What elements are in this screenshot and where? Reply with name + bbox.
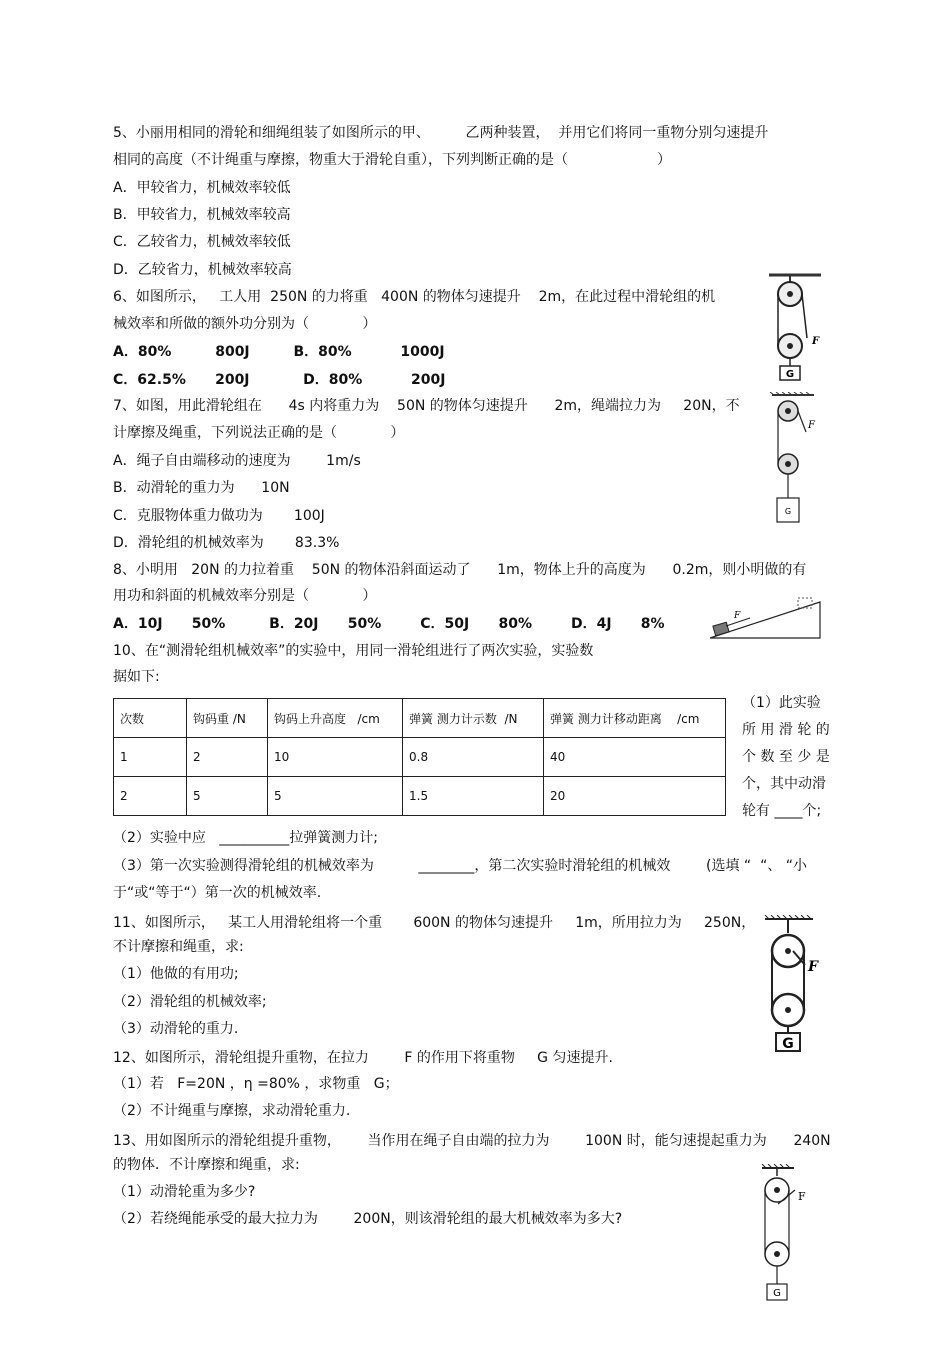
- table-cell: 0.8: [403, 738, 544, 777]
- q11-item1: （1）他做的有用功;: [113, 966, 239, 982]
- q10-part2: （2）实验中应 __________拉弹簧测力计;: [113, 830, 378, 846]
- q7-line1: 7、如图，用此滑轮组在 4s 内将重力为 50N 的物体匀速提升 2m，绳端拉力为 20N，不: [113, 398, 740, 414]
- q5-option-b: B．甲较省力，机械效率较高: [113, 207, 291, 223]
- q5-option-a: A．甲较省力，机械效率较低: [113, 180, 291, 196]
- q10-side-5: 轮有 ____个;: [742, 803, 822, 819]
- table-row: [114, 738, 726, 777]
- table-cell: 5: [187, 777, 268, 816]
- q10-side-2: 所 用 滑 轮 的: [742, 722, 830, 738]
- q12-item2: （2）不计绳重与摩擦，求动滑轮重力.: [113, 1103, 351, 1119]
- table-header: 弹簧 测力计示数 /N: [403, 699, 544, 738]
- q6-line2: 械效率和所做的额外功分别为（ ）: [113, 316, 377, 332]
- q10-part3: （3）第一次实验测得滑轮组的机械效率为 ________，第二次实验时滑轮组的机械效 (选填 “ “、 “小: [113, 858, 808, 874]
- q13-line2: 的物体．不计摩擦和绳重，求:: [113, 1157, 300, 1173]
- q5-line2: 相同的高度（不计绳重与摩擦，物重大于滑轮自重），下列判断正确的是（ ）: [113, 152, 672, 168]
- table-cell: 1: [114, 738, 187, 777]
- g-label: G: [782, 1036, 794, 1052]
- table-cell: 10: [268, 738, 403, 777]
- g-label: G: [773, 1288, 781, 1299]
- experiment-table: [113, 698, 726, 816]
- g-label: G: [784, 507, 792, 516]
- q8-incline-figure: [708, 594, 823, 640]
- q10-side-4: 个，其中动滑: [742, 776, 826, 792]
- table-row: [114, 777, 726, 816]
- table-header-row: [114, 699, 726, 738]
- q5-line1: 5、小丽用相同的滑轮和细绳组装了如图所示的甲、 乙两种装置， 并用它们将同一重物分别匀速提升: [113, 125, 769, 141]
- q11-pulley-figure: [763, 915, 823, 1055]
- q7-option-b: B．动滑轮的重力为 10N: [113, 480, 290, 496]
- q12-line1: 12、如图所示，滑轮组提升重物，在拉力 F 的作用下将重物 G 匀速提升.: [113, 1050, 613, 1066]
- q6-options-cd: C．62.5% 200J D．80% 200J: [113, 372, 446, 388]
- q7-option-d: D．滑轮组的机械效率为 83.3%: [113, 535, 340, 551]
- q7-option-c: C．克服物体重力做功为 100J: [113, 508, 325, 524]
- table-cell: 40: [544, 738, 726, 777]
- q5-option-c: C．乙较省力，机械效率较低: [113, 234, 291, 250]
- q10-part3b: 于“或“等于“）第一次的机械效率.: [113, 885, 322, 901]
- f-label: F: [808, 959, 818, 975]
- f-label: F: [812, 336, 820, 347]
- q10-line2: 据如下:: [113, 669, 160, 685]
- table-header: 次数: [114, 699, 187, 738]
- q7-option-a: A．绳子自由端移动的速度为 1m/s: [113, 453, 361, 469]
- q13-item1: （1）动滑轮重为多少?: [113, 1184, 256, 1200]
- f-label: F: [734, 611, 741, 621]
- q11-line2: 不计摩擦和绳重，求:: [113, 939, 244, 955]
- table-header: 钩码上升高度 /cm: [268, 699, 403, 738]
- q11-item2: （2）滑轮组的机械效率;: [113, 994, 267, 1010]
- q5-option-d: D．乙较省力，机械效率较高: [113, 262, 292, 278]
- q6-line1: 6、如图所示， 工人用 250N 的力将重 400N 的物体匀速提升 2m，在此过程中滑轮组的机: [113, 289, 716, 305]
- table-cell: 20: [544, 777, 726, 816]
- f-label: F: [808, 420, 815, 431]
- q10-side-3: 个 数 至 少 是: [742, 749, 830, 765]
- q7-line2: 计摩擦及绳重，下列说法正确的是（ ）: [113, 425, 405, 441]
- q8-line2: 用功和斜面的机械效率分别是（ ）: [113, 588, 377, 604]
- q11-line1: 11、如图所示， 某工人用滑轮组将一个重 600N 的物体匀速提升 1m，所用拉力为 250N，: [113, 915, 756, 931]
- q12-item1: （1）若 F=20N ，η =80% ，求物重 G；: [113, 1076, 399, 1092]
- q13-line1: 13、用如图所示的滑轮组提升重物， 当作用在绳子自由端的拉力为 100N 时，能匀速提起重力为 240N: [113, 1133, 831, 1149]
- q7-pulley-figure: [768, 392, 818, 527]
- q6-pulley-figure: [765, 272, 825, 384]
- table-cell: 2: [187, 738, 268, 777]
- table-cell: 2: [114, 777, 187, 816]
- f-label: F: [798, 1190, 806, 1203]
- q8-options: A．10J 50% B．20J 50% C．50J 80% D．4J 8%: [113, 616, 665, 632]
- q10-line1: 10、在“测滑轮组机械效率”的实验中，用同一滑轮组进行了两次实验，实验数: [113, 643, 594, 659]
- q13-item2: （2）若绕绳能承受的最大拉力为 200N，则该滑轮组的最大机械效率为多大?: [113, 1211, 623, 1227]
- q10-side-1: （1）此实验: [742, 695, 821, 711]
- q13-pulley-figure: [760, 1164, 810, 1306]
- q11-item3: （3）动滑轮的重力.: [113, 1021, 239, 1037]
- q6-options-ab: A．80% 800J B．80% 1000J: [113, 344, 445, 360]
- table-header: 弹簧 测力计移动距离 /cm: [544, 699, 726, 738]
- g-label: G: [785, 369, 795, 380]
- table-cell: 1.5: [403, 777, 544, 816]
- q8-line1: 8、小明用 20N 的力拉着重 50N 的物体沿斜面运动了 1m，物体上升的高度为 0.2m，则小明做的有: [113, 562, 807, 578]
- table-cell: 5: [268, 777, 403, 816]
- table-header: 钩码重 /N: [187, 699, 268, 738]
